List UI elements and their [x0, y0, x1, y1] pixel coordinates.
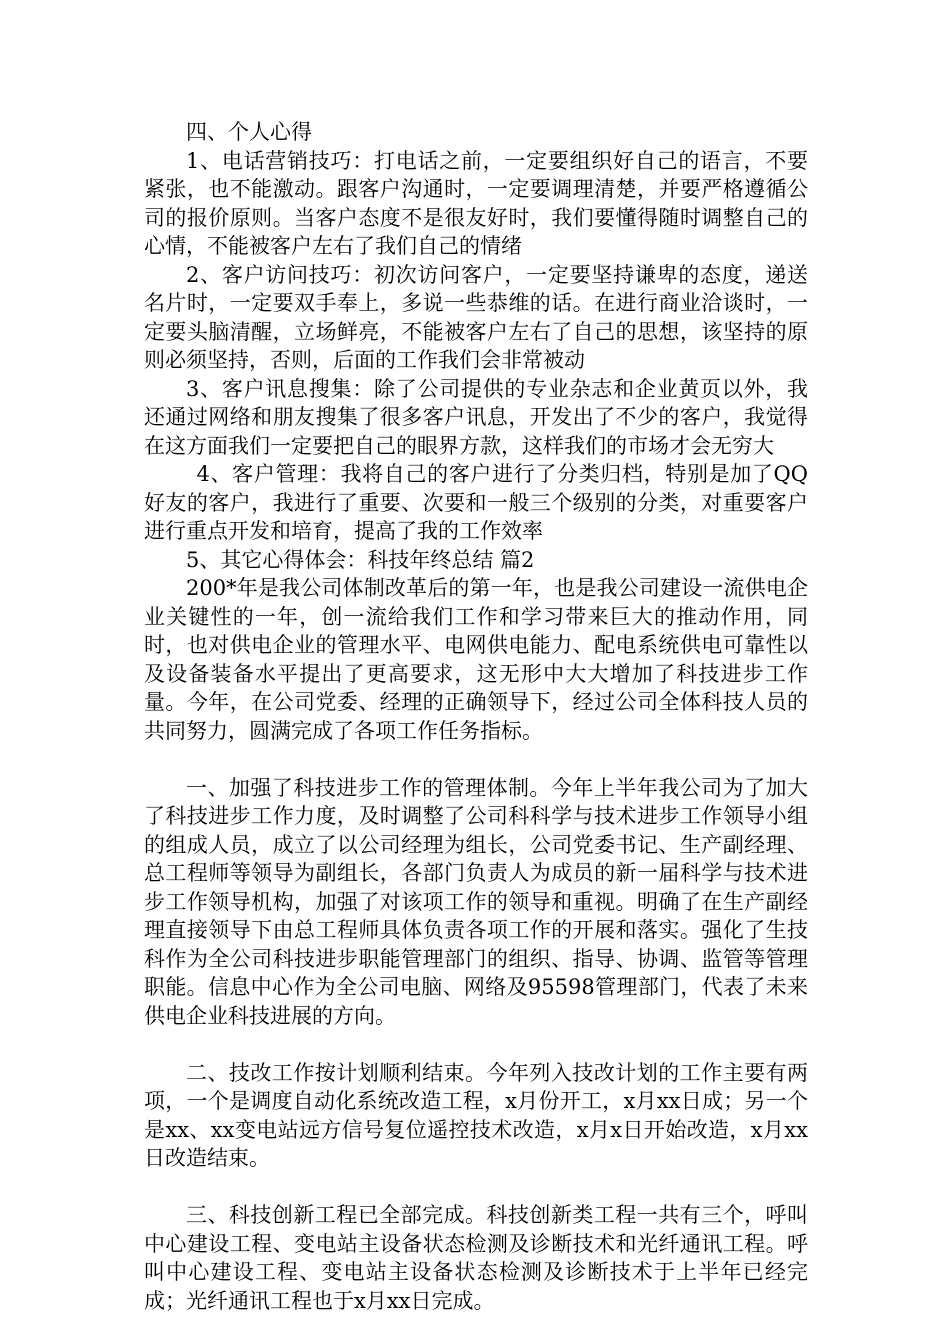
section-heading: 四、个人心得 — [186, 120, 312, 144]
blank-line — [144, 1030, 808, 1059]
paragraph-customer-info-collection: 3、客户讯息搜集：除了公司提供的专业杂志和企业黄页以外，我还通过网络和朋友搜集了很多客户讯息，开发出了不少的客户，我觉得在这方面我们一定要把自己的眼界方款，这样我们的市场才会无穷大 — [144, 376, 808, 458]
paragraph-customer-management: 4、客户管理：我将自己的客户进行了分类归档，特别是加了QQ好友的客户，我进行了重要、次要和一般三个级别的分类，对重要客户进行重点开发和培育，提高了我的工作效率 — [144, 462, 808, 543]
paragraph-management-system: 一、加强了科技进步工作的管理体制。今年上半年我公司为了加大了科技进步工作力度，及时调整了公司科科学与技术进步工作领导小组的组成人员，成立了以公司经理为组长，公司党委书记、生产副经理、总工程师等领导为副组长，各部门负责人为成员的新一届科学与技术进步工作领导机构，加强了对该项工作的领导和重视。明确了在生产副经理直接领导下由总工程师具体负责各项工作的开展和落实。强化了生技科作为全公司科技进步职能管理部门的组织、指导、协调、监管等管理职能。信息中心作为全公司电脑、网络及95598管理部门，代表了未来供电企业科技进展的方向。 — [144, 775, 808, 1028]
document-page — [144, 118, 808, 1315]
blank-line — [144, 745, 808, 774]
paragraph-annual-overview: 200*年是我公司体制改革后的第一年，也是我公司建设一流供电企业关键性的一年，创一流给我们工作和学习带来巨大的推动作用，同时，也对供电企业的管理水平、电网供电能力、配电系统供电可靠性以及设备装备水平提出了更高要求，这无形中大大增加了科技进步工作量。今年，在公司党委、经理的正确领导下，经过公司全体科技人员的共同努力，圆满完成了各项工作任务指标。 — [144, 576, 808, 743]
blank-line — [144, 1173, 808, 1202]
paragraph-innovation-projects: 三、科技创新工程已全部完成。科技创新类工程一共有三个，呼叫中心建设工程、变电站主设备状态检测及诊断技术和光纤通讯工程。呼叫中心建设工程、变电站主设备状态检测及诊断技术于上半年已经完成；光纤通讯工程也于x月xx日完成。 — [144, 1203, 808, 1313]
paragraph-other-experience: 5、其它心得体会：科技年终总结 篇2 — [186, 547, 535, 572]
paragraph-customer-visit-tips: 2、客户访问技巧：初次访问客户，一定要坚持谦卑的态度，递送名片时，一定要双手奉上，多说一些恭维的话。在进行商业洽谈时，一定要头脑清醒，立场鲜亮，不能被客户左右了自己的思想，该坚持的原则必须坚持，否则，后面的工作我们会非常被动 — [144, 262, 808, 372]
paragraph-technical-renovation: 二、技改工作按计划顺利结束。今年列入技改计划的工作主要有两项，一个是调度自动化系统改造工程，x月份开工，x月xx日成；另一个是xx、xx变电站远方信号复位遥控技术改造，x月x日开始改造，x月xx日改造结束。 — [144, 1060, 808, 1170]
paragraph-phone-sales-tips: 1、电话营销技巧：打电话之前，一定要组织好自己的语言，不要紧张，也不能激动。跟客户沟通时，一定要调理清楚，并要严格遵循公司的报价原则。当客户态度不是很友好时，我们要懂得随时调整自己的心情，不能被客户左右了我们自己的情绪 — [144, 148, 808, 258]
